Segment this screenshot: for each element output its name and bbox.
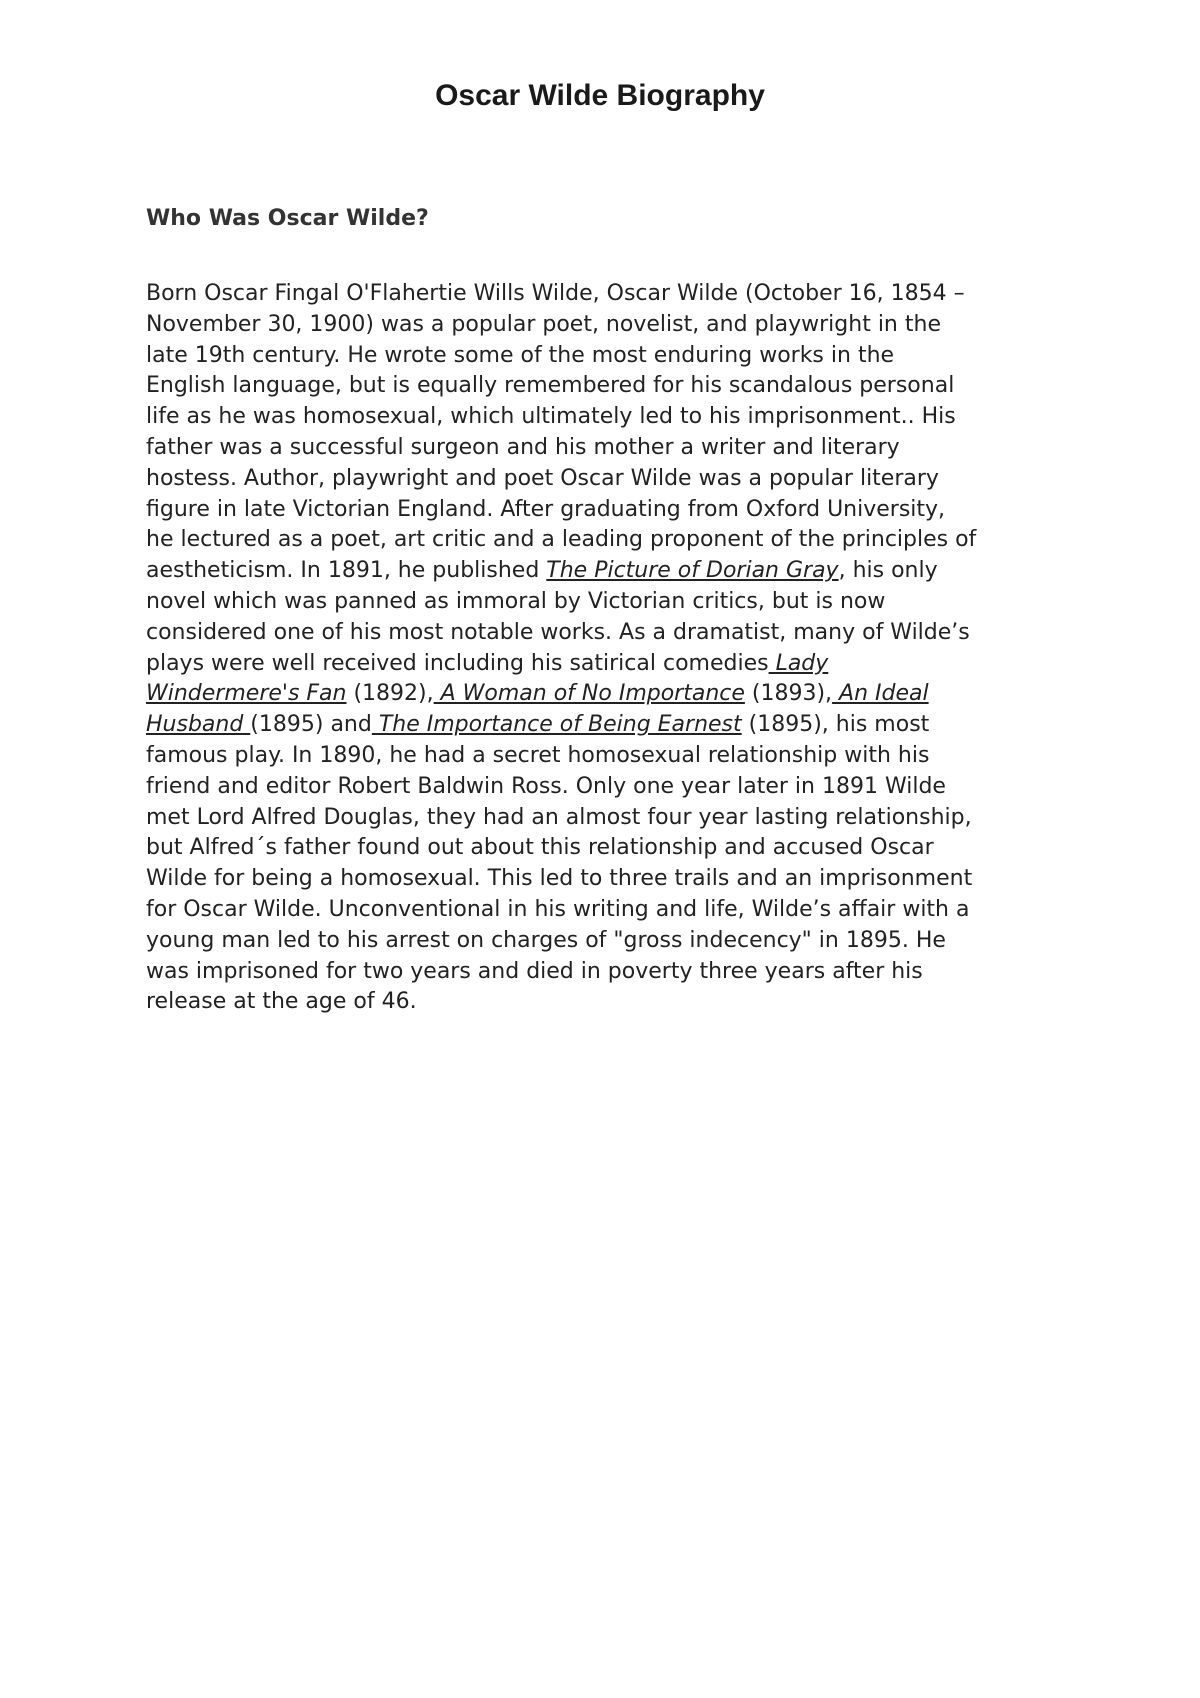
work-title-dorian-gray: The Picture of Dorian Gray <box>546 558 839 584</box>
biography-paragraph <box>146 279 1076 1018</box>
paragraph-text: Born Oscar Fingal O'Flahertie Wills Wilde, Oscar Wilde (October 16, 1854 – November 30, 1900) was a popular poet, novelist, and playwright in the late 19th century. He wrote some of the most enduring works in the English language, but is equally remembered for his scandalous personal life as he was homosexual, which ultimately led to his imprisonment.. His father was a successful surgeon and his mother a writer and literary hostess. Author, playwright and poet Oscar Wilde was a popular literary figure in late Victorian England. After graduating from Oxford University, he lectured as a poet, art critic and a leading proponent of the principles of aestheticism. In 1891, he published <box>146 281 977 584</box>
section-heading: Who Was Oscar Wilde? <box>146 206 429 231</box>
page-title: Oscar Wilde Biography <box>435 79 765 112</box>
work-title-importance-of-being-earnest: The Importance of Being Earnest <box>371 712 742 738</box>
paragraph-text: (1895), his most famous play. In 1890, he had a secret homosexual relationship with his friend and editor Robert Baldwin Ross. Only one year later in 1891 Wilde met Lord Alfred Douglas, they had an almost four year lasting relationship, but Alfred´s father found out about this relationship and accused Oscar Wilde for being a homosexual. This led to three trails and an imprisonment for Oscar Wilde. Unconventional in his writing and life, Wilde’s affair with a young man led to his arrest on charges of "gross indecency" in 1895. He was imprisoned for two years and died in poverty three years after his release at the age of 46. <box>146 712 973 1015</box>
work-title-woman-of-no-importance: A Woman of No Importance <box>433 681 745 707</box>
paragraph-text: (1893), <box>744 681 833 707</box>
paragraph-text: , his only novel which was panned as immoral by Victorian critics, but is now considered one of his most notable works. As a dramatist, many of Wilde’s plays were well received including his satirical comedies <box>146 558 970 676</box>
paragraph-text: (1895) and <box>250 712 372 738</box>
work-title-lady-windermeres-fan: Lady Windermere's Fan <box>146 650 829 707</box>
work-title-ideal-husband: An Ideal Husband <box>146 681 929 738</box>
paragraph-text: (1892), <box>346 681 434 707</box>
